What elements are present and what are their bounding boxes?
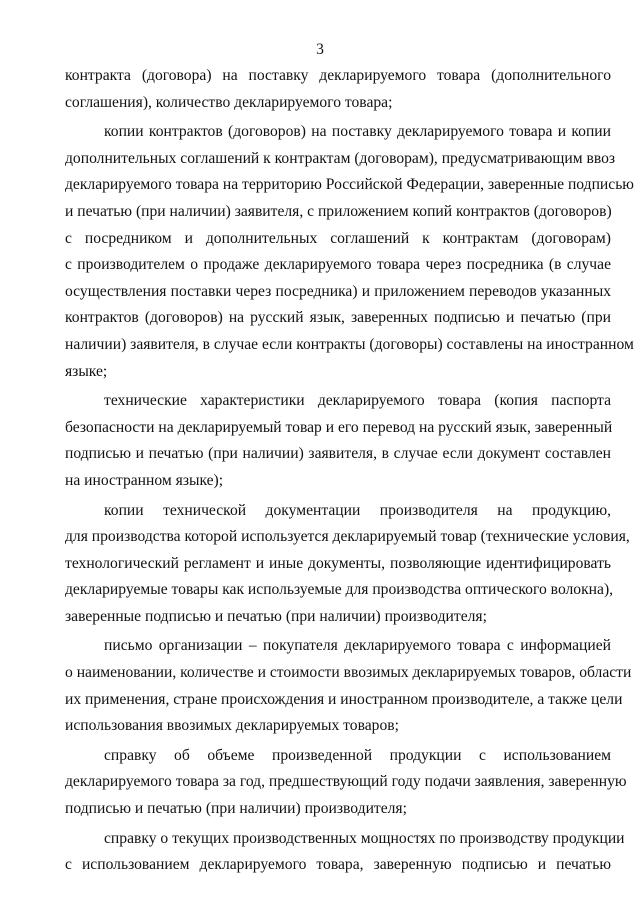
text-line: языке; <box>65 362 108 380</box>
text-line: наличии) заявителя, в случае если контракты (договоры) составлены на иностранном <box>65 335 634 353</box>
text-line: использования ввозимых декларируемых товаров; <box>65 717 399 735</box>
text-line: на иностранном языке); <box>65 471 224 489</box>
paragraph-p6 <box>65 826 625 879</box>
text-line: письмо организации – покупателя декларируемого товара с информацией <box>104 637 611 655</box>
text-line: декларируемого товара на территорию Российской Федерации, заверенные подписью <box>65 176 634 194</box>
text-line: копии контрактов (договоров) на поставку декларируемого товара и копии <box>104 123 611 141</box>
paragraph-p5 <box>65 743 627 823</box>
text-line: контрактов (договоров) на русский язык, заверенных подписью и печатью (при <box>65 309 611 327</box>
text-line: заверенные подписью и печатью (при наличии) производителя; <box>65 607 487 625</box>
paragraph-p4 <box>65 633 632 739</box>
text-line: контракта (договора) на поставку декларируемого товара (дополнительного <box>65 67 611 84</box>
paragraph-p3 <box>65 498 630 631</box>
text-line: соглашения), количество декларируемого товара; <box>65 93 393 111</box>
text-line: с использованием декларируемого товара, заверенную подписью и печатью <box>65 856 611 874</box>
document-body <box>65 63 634 879</box>
text-line: о наименовании, количестве и стоимости ввозимых декларируемых товаров, области <box>65 664 632 682</box>
text-line: справку об объеме произведенной продукции с использованием <box>104 746 611 764</box>
text-line: справку о текущих производственных мощностях по производству продукции <box>104 829 625 847</box>
text-line: технические характеристики декларируемого товара (копия паспорта <box>104 392 611 410</box>
text-line: дополнительных соглашений к контрактам (договорам), предусматривающим ввоз <box>65 149 616 167</box>
paragraph-p2 <box>65 388 611 494</box>
text-line: для производства которой используется декларируемый товар (технические условия, <box>65 528 630 546</box>
text-line: декларируемые товары как используемые для производства оптического волокна), <box>65 581 614 599</box>
text-line: технологический регламент и иные документы, позволяющие идентифицировать <box>65 554 611 572</box>
text-line: декларируемого товара за год, предшествующий году подачи заявления, заверенную <box>65 773 627 791</box>
text-line: безопасности на декларируемый товар и его перевод на русский язык, заверенный <box>65 418 613 436</box>
text-line: с производителем о продаже декларируемого товара через посредника (в случае <box>65 256 611 274</box>
text-line: копии технической документации производителя на продукцию, <box>104 501 611 519</box>
text-line: с посредником и дополнительных соглашений к контрактам (договорам) <box>65 229 611 247</box>
paragraph-p0 <box>65 63 611 116</box>
text-line: их применения, стране происхождения и иностранном производителе, а также цели <box>65 690 623 708</box>
text-line: подписью и печатью (при наличии) производителя; <box>65 800 407 818</box>
text-line: осуществления поставки через посредника) и приложением переводов указанных <box>65 282 611 300</box>
text-line: и печатью (при наличии) заявителя, с приложением копий контрактов (договоров) <box>65 202 612 220</box>
page-number: 3 <box>316 41 324 58</box>
text-line: подписью и печатью (при наличии) заявителя, в случае если документ составлен <box>65 445 611 463</box>
paragraph-p1 <box>65 119 634 385</box>
